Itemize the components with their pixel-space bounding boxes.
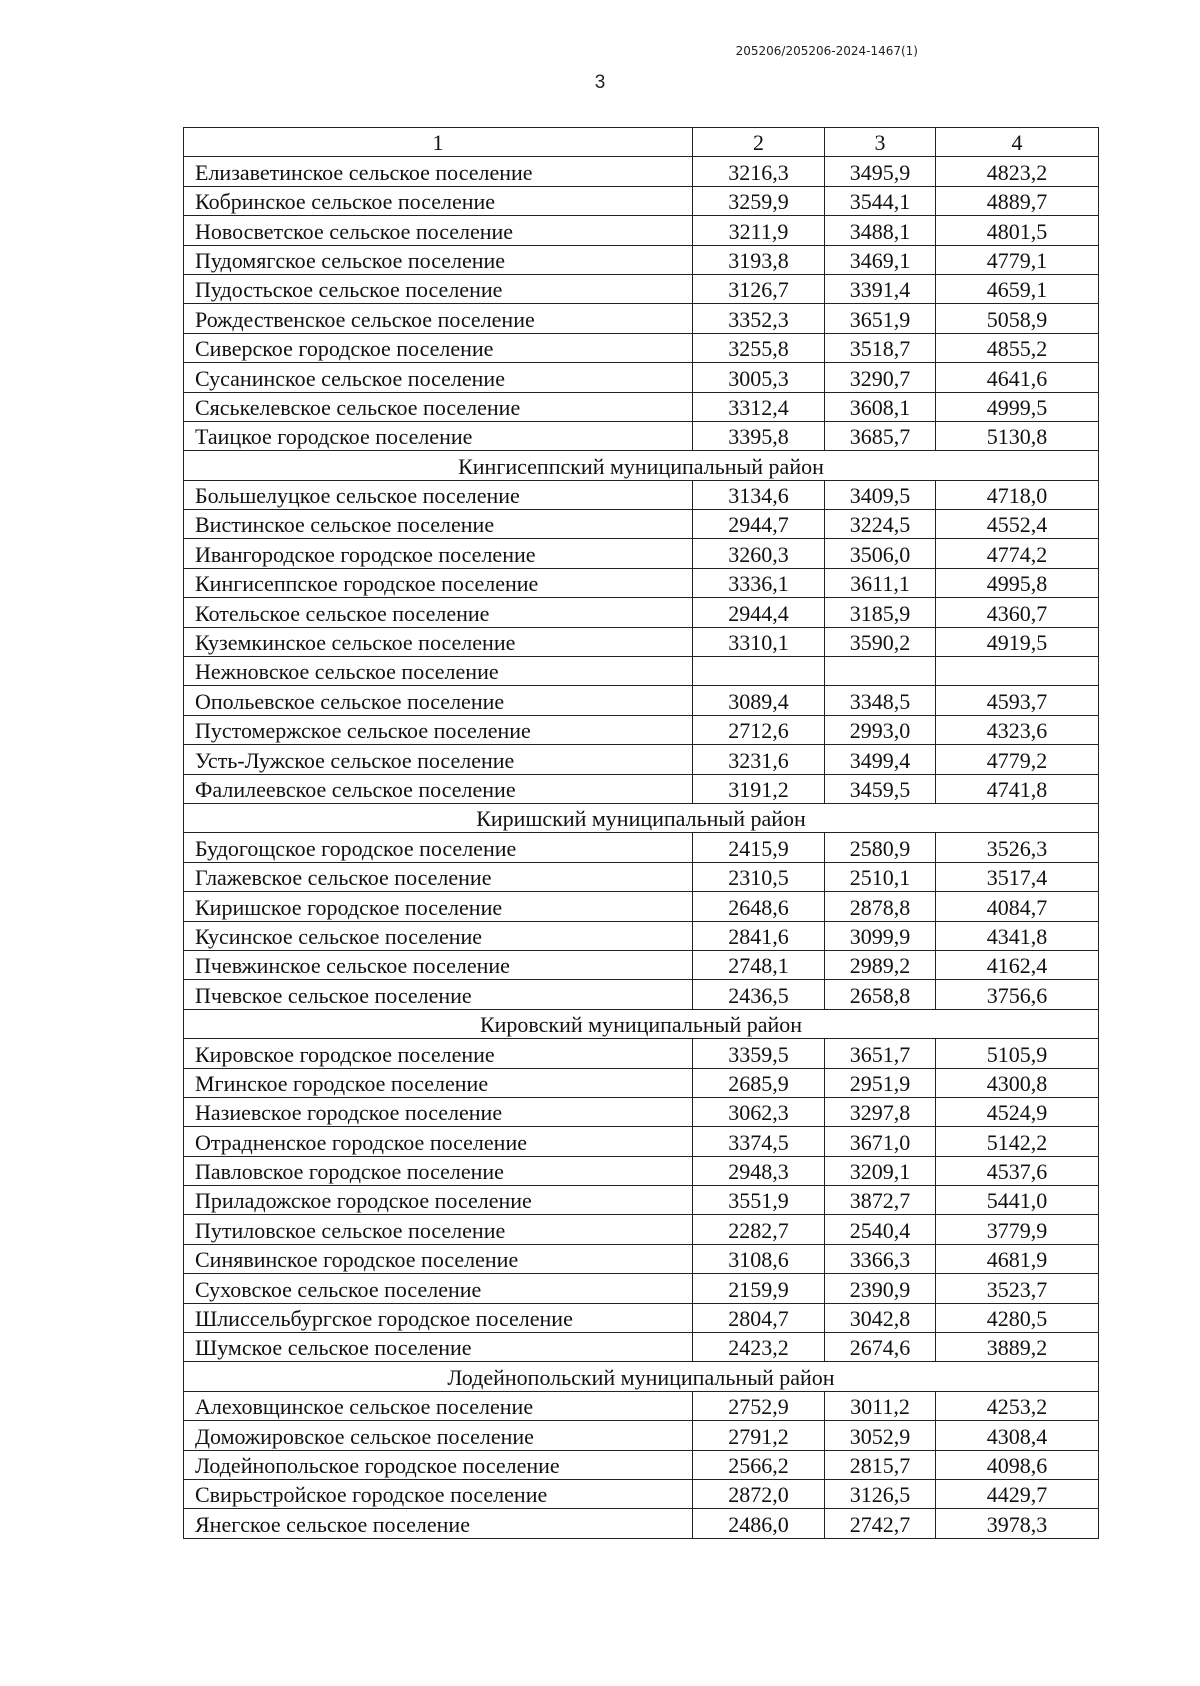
value-cell-col3: 3224,5 xyxy=(825,510,936,539)
settlement-name-cell: Елизаветинское сельское поселение xyxy=(184,157,693,186)
value-cell-col2: 3089,4 xyxy=(693,686,825,715)
table-row xyxy=(184,892,1099,921)
value-cell-col2: 3259,9 xyxy=(693,186,825,215)
value-cell-col4: 4537,6 xyxy=(936,1156,1099,1185)
settlement-name-cell: Отрадненское городское поселение xyxy=(184,1127,693,1156)
table-row xyxy=(184,1097,1099,1126)
value-cell-col3: 3290,7 xyxy=(825,363,936,392)
value-cell-col3: 2993,0 xyxy=(825,715,936,744)
table-row xyxy=(184,715,1099,744)
value-cell-col2: 3062,3 xyxy=(693,1097,825,1126)
section-title: Кировский муниципальный район xyxy=(184,1009,1099,1038)
table-row xyxy=(184,245,1099,274)
table-row xyxy=(184,1333,1099,1362)
table-row xyxy=(184,1303,1099,1332)
value-cell-col3: 3209,1 xyxy=(825,1156,936,1185)
settlement-name-cell: Шумское сельское поселение xyxy=(184,1333,693,1362)
value-cell-col4: 4681,9 xyxy=(936,1244,1099,1273)
value-cell-col2: 3134,6 xyxy=(693,480,825,509)
value-cell-col3: 3297,8 xyxy=(825,1097,936,1126)
value-cell-col4: 4659,1 xyxy=(936,274,1099,303)
value-cell-col2: 2804,7 xyxy=(693,1303,825,1332)
column-header-1: 1 xyxy=(184,128,693,157)
settlement-name-cell: Будогощское городское поселение xyxy=(184,833,693,862)
value-cell-col3: 3409,5 xyxy=(825,480,936,509)
value-cell-col2: 3005,3 xyxy=(693,363,825,392)
value-cell-col3: 3469,1 xyxy=(825,245,936,274)
value-cell-col3: 2540,4 xyxy=(825,1215,936,1244)
value-cell-col3: 3459,5 xyxy=(825,774,936,803)
table-header-row xyxy=(184,128,1099,157)
value-cell-col2: 3211,9 xyxy=(693,216,825,245)
value-cell-col2: 3312,4 xyxy=(693,392,825,421)
value-cell-col3: 3391,4 xyxy=(825,274,936,303)
value-cell-col3: 3052,9 xyxy=(825,1421,936,1450)
value-cell-col2: 3551,9 xyxy=(693,1186,825,1215)
settlement-name-cell: Опольевское сельское поселение xyxy=(184,686,693,715)
value-cell-col3: 3590,2 xyxy=(825,627,936,656)
value-cell-col4: 5142,2 xyxy=(936,1127,1099,1156)
settlement-name-cell: Глажевское сельское поселение xyxy=(184,862,693,891)
value-cell-col4: 4593,7 xyxy=(936,686,1099,715)
value-cell-col3: 3488,1 xyxy=(825,216,936,245)
value-cell-col4: 3756,6 xyxy=(936,980,1099,1009)
table-row xyxy=(184,686,1099,715)
value-cell-col2: 3374,5 xyxy=(693,1127,825,1156)
settlement-name-cell: Сиверское городское поселение xyxy=(184,333,693,362)
settlement-name-cell: Котельское сельское поселение xyxy=(184,598,693,627)
value-cell-col3: 3671,0 xyxy=(825,1127,936,1156)
value-cell-col4: 3523,7 xyxy=(936,1274,1099,1303)
value-cell-col2: 2841,6 xyxy=(693,921,825,950)
value-cell-col4: 4919,5 xyxy=(936,627,1099,656)
table-row xyxy=(184,157,1099,186)
value-cell-col4: 5105,9 xyxy=(936,1039,1099,1068)
table-row xyxy=(184,274,1099,303)
value-cell-col3: 3611,1 xyxy=(825,568,936,597)
table-row xyxy=(184,980,1099,1009)
value-cell-col4: 3978,3 xyxy=(936,1509,1099,1538)
settlement-name-cell: Суховское сельское поселение xyxy=(184,1274,693,1303)
table-row xyxy=(184,1479,1099,1508)
settlement-name-cell: Алеховщинское сельское поселение xyxy=(184,1391,693,1420)
settlement-name-cell: Нежновское сельское поселение xyxy=(184,657,693,686)
value-cell-col2: 2872,0 xyxy=(693,1479,825,1508)
settlement-name-cell: Мгинское городское поселение xyxy=(184,1068,693,1097)
value-cell-col3: 2510,1 xyxy=(825,862,936,891)
data-table xyxy=(183,127,1099,1539)
settlement-name-cell: Янегское сельское поселение xyxy=(184,1509,693,1538)
table-row xyxy=(184,480,1099,509)
value-cell-col2: 2712,6 xyxy=(693,715,825,744)
value-cell-col4: 4308,4 xyxy=(936,1421,1099,1450)
table-row xyxy=(184,1274,1099,1303)
table-row xyxy=(184,216,1099,245)
settlement-name-cell: Павловское городское поселение xyxy=(184,1156,693,1185)
table-row xyxy=(184,1244,1099,1273)
value-cell-col4: 5441,0 xyxy=(936,1186,1099,1215)
settlement-name-cell: Кобринское сельское поселение xyxy=(184,186,693,215)
settlement-name-cell: Приладожское городское поселение xyxy=(184,1186,693,1215)
value-cell-col4: 4823,2 xyxy=(936,157,1099,186)
value-cell-col3: 2390,9 xyxy=(825,1274,936,1303)
value-cell-col3: 3042,8 xyxy=(825,1303,936,1332)
table-row xyxy=(184,627,1099,656)
value-cell-col2: 2944,7 xyxy=(693,510,825,539)
table-row xyxy=(184,598,1099,627)
value-cell-col2: 3310,1 xyxy=(693,627,825,656)
value-cell-col3: 3185,9 xyxy=(825,598,936,627)
settlement-name-cell: Пудостьское сельское поселение xyxy=(184,274,693,303)
settlement-name-cell: Лодейнопольское городское поселение xyxy=(184,1450,693,1479)
value-cell-col2: 3359,5 xyxy=(693,1039,825,1068)
settlement-name-cell: Сусанинское сельское поселение xyxy=(184,363,693,392)
value-cell-col3: 3506,0 xyxy=(825,539,936,568)
value-cell-col3: 2742,7 xyxy=(825,1509,936,1538)
value-cell-col3: 3651,9 xyxy=(825,304,936,333)
value-cell-col3: 2580,9 xyxy=(825,833,936,862)
section-header-row xyxy=(184,1362,1099,1391)
table-row xyxy=(184,392,1099,421)
table-row xyxy=(184,1186,1099,1215)
table-row xyxy=(184,1068,1099,1097)
table-row xyxy=(184,921,1099,950)
value-cell-col2: 2791,2 xyxy=(693,1421,825,1450)
value-cell-col3: 3608,1 xyxy=(825,392,936,421)
table-row xyxy=(184,833,1099,862)
table-row xyxy=(184,568,1099,597)
settlement-name-cell: Пчевское сельское поселение xyxy=(184,980,693,1009)
table-row xyxy=(184,1421,1099,1450)
value-cell-col4: 4855,2 xyxy=(936,333,1099,362)
value-cell-col2: 3255,8 xyxy=(693,333,825,362)
value-cell-col4: 4995,8 xyxy=(936,568,1099,597)
value-cell-col4: 3526,3 xyxy=(936,833,1099,862)
settlement-name-cell: Свирьстройское городское поселение xyxy=(184,1479,693,1508)
value-cell-col4 xyxy=(936,657,1099,686)
value-cell-col4: 4429,7 xyxy=(936,1479,1099,1508)
value-cell-col4: 4280,5 xyxy=(936,1303,1099,1332)
table-row xyxy=(184,1156,1099,1185)
value-cell-col2: 2948,3 xyxy=(693,1156,825,1185)
value-cell-col4: 4552,4 xyxy=(936,510,1099,539)
value-cell-col3: 3126,5 xyxy=(825,1479,936,1508)
value-cell-col4: 3889,2 xyxy=(936,1333,1099,1362)
value-cell-col2: 3216,3 xyxy=(693,157,825,186)
value-cell-col3: 3518,7 xyxy=(825,333,936,362)
table-row xyxy=(184,657,1099,686)
value-cell-col4: 4360,7 xyxy=(936,598,1099,627)
table-row xyxy=(184,539,1099,568)
value-cell-col3: 2815,7 xyxy=(825,1450,936,1479)
value-cell-col4: 5130,8 xyxy=(936,421,1099,450)
value-cell-col2: 2486,0 xyxy=(693,1509,825,1538)
value-cell-col2: 3126,7 xyxy=(693,274,825,303)
value-cell-col3: 2674,6 xyxy=(825,1333,936,1362)
value-cell-col4: 4524,9 xyxy=(936,1097,1099,1126)
settlement-name-cell: Пудомягское сельское поселение xyxy=(184,245,693,274)
value-cell-col4: 4774,2 xyxy=(936,539,1099,568)
settlement-name-cell: Шлиссельбургское городское поселение xyxy=(184,1303,693,1332)
value-cell-col3: 3099,9 xyxy=(825,921,936,950)
value-cell-col4: 5058,9 xyxy=(936,304,1099,333)
value-cell-col2: 3231,6 xyxy=(693,745,825,774)
value-cell-col4: 4801,5 xyxy=(936,216,1099,245)
value-cell-col3: 3495,9 xyxy=(825,157,936,186)
value-cell-col4: 4779,1 xyxy=(936,245,1099,274)
settlement-name-cell: Большелуцкое сельское поселение xyxy=(184,480,693,509)
settlement-name-cell: Пчевжинское сельское поселение xyxy=(184,950,693,979)
table-row xyxy=(184,1450,1099,1479)
value-cell-col4: 4641,6 xyxy=(936,363,1099,392)
table-row xyxy=(184,774,1099,803)
section-header-row xyxy=(184,803,1099,832)
column-header-4: 4 xyxy=(936,128,1099,157)
settlement-name-cell: Фалилеевское сельское поселение xyxy=(184,774,693,803)
table-row xyxy=(184,421,1099,450)
section-title: Лодейнопольский муниципальный район xyxy=(184,1362,1099,1391)
value-cell-col2: 2159,9 xyxy=(693,1274,825,1303)
section-title: Кингисеппский муниципальный район xyxy=(184,451,1099,480)
value-cell-col3: 3872,7 xyxy=(825,1186,936,1215)
value-cell-col3: 2658,8 xyxy=(825,980,936,1009)
value-cell-col2: 2423,2 xyxy=(693,1333,825,1362)
value-cell-col2: 2415,9 xyxy=(693,833,825,862)
value-cell-col2: 3260,3 xyxy=(693,539,825,568)
value-cell-col2: 3336,1 xyxy=(693,568,825,597)
table-row xyxy=(184,186,1099,215)
table-row xyxy=(184,745,1099,774)
value-cell-col2: 2748,1 xyxy=(693,950,825,979)
section-header-row xyxy=(184,1009,1099,1038)
settlement-name-cell: Кингисеппское городское поселение xyxy=(184,568,693,597)
table-row xyxy=(184,1127,1099,1156)
value-cell-col3: 2951,9 xyxy=(825,1068,936,1097)
value-cell-col4: 4341,8 xyxy=(936,921,1099,950)
page-number: 3 xyxy=(594,72,606,93)
value-cell-col2: 3191,2 xyxy=(693,774,825,803)
table-row xyxy=(184,950,1099,979)
value-cell-col2: 2752,9 xyxy=(693,1391,825,1420)
value-cell-col4: 4300,8 xyxy=(936,1068,1099,1097)
value-cell-col3: 3348,5 xyxy=(825,686,936,715)
value-cell-col2: 3108,6 xyxy=(693,1244,825,1273)
value-cell-col2: 2648,6 xyxy=(693,892,825,921)
value-cell-col3: 2878,8 xyxy=(825,892,936,921)
value-cell-col3: 3651,7 xyxy=(825,1039,936,1068)
settlement-name-cell: Усть-Лужское сельское поселение xyxy=(184,745,693,774)
value-cell-col2: 2944,4 xyxy=(693,598,825,627)
settlement-name-cell: Кусинское сельское поселение xyxy=(184,921,693,950)
settlement-name-cell: Синявинское городское поселение xyxy=(184,1244,693,1273)
value-cell-col2: 3193,8 xyxy=(693,245,825,274)
settlement-name-cell: Вистинское сельское поселение xyxy=(184,510,693,539)
table-row xyxy=(184,363,1099,392)
value-cell-col2: 2436,5 xyxy=(693,980,825,1009)
section-title: Киришский муниципальный район xyxy=(184,803,1099,832)
value-cell-col4: 3517,4 xyxy=(936,862,1099,891)
section-header-row xyxy=(184,451,1099,480)
value-cell-col4: 4889,7 xyxy=(936,186,1099,215)
settlement-name-cell: Ивангородское городское поселение xyxy=(184,539,693,568)
value-cell-col4: 4253,2 xyxy=(936,1391,1099,1420)
value-cell-col3: 2989,2 xyxy=(825,950,936,979)
value-cell-col4: 4162,4 xyxy=(936,950,1099,979)
table-row xyxy=(184,1215,1099,1244)
table-row xyxy=(184,1039,1099,1068)
value-cell-col4: 4718,0 xyxy=(936,480,1099,509)
settlement-name-cell: Сяськелевское сельское поселение xyxy=(184,392,693,421)
value-cell-col4: 4779,2 xyxy=(936,745,1099,774)
column-header-3: 3 xyxy=(825,128,936,157)
settlement-name-cell: Назиевское городское поселение xyxy=(184,1097,693,1126)
column-header-2: 2 xyxy=(693,128,825,157)
table-row xyxy=(184,862,1099,891)
value-cell-col3: 3685,7 xyxy=(825,421,936,450)
value-cell-col3: 3011,2 xyxy=(825,1391,936,1420)
settlement-name-cell: Доможировское сельское поселение xyxy=(184,1421,693,1450)
settlement-name-cell: Пустомержское сельское поселение xyxy=(184,715,693,744)
value-cell-col2: 2282,7 xyxy=(693,1215,825,1244)
value-cell-col2 xyxy=(693,657,825,686)
settlement-name-cell: Кировское городское поселение xyxy=(184,1039,693,1068)
value-cell-col3 xyxy=(825,657,936,686)
value-cell-col2: 3395,8 xyxy=(693,421,825,450)
value-cell-col3: 3499,4 xyxy=(825,745,936,774)
value-cell-col3: 3544,1 xyxy=(825,186,936,215)
value-cell-col4: 4323,6 xyxy=(936,715,1099,744)
value-cell-col4: 4098,6 xyxy=(936,1450,1099,1479)
value-cell-col3: 3366,3 xyxy=(825,1244,936,1273)
document-code: 205206/205206-2024-1467(1) xyxy=(735,44,918,58)
value-cell-col4: 3779,9 xyxy=(936,1215,1099,1244)
table-row xyxy=(184,1391,1099,1420)
settlement-name-cell: Киришское городское поселение xyxy=(184,892,693,921)
settlement-name-cell: Новосветское сельское поселение xyxy=(184,216,693,245)
value-cell-col2: 2685,9 xyxy=(693,1068,825,1097)
table-row xyxy=(184,333,1099,362)
table-body xyxy=(184,157,1099,1538)
settlement-name-cell: Путиловское сельское поселение xyxy=(184,1215,693,1244)
settlement-name-cell: Рождественское сельское поселение xyxy=(184,304,693,333)
table-row xyxy=(184,304,1099,333)
settlement-name-cell: Куземкинское сельское поселение xyxy=(184,627,693,656)
settlement-name-cell: Таицкое городское поселение xyxy=(184,421,693,450)
value-cell-col2: 2566,2 xyxy=(693,1450,825,1479)
value-cell-col4: 4084,7 xyxy=(936,892,1099,921)
table-row xyxy=(184,1509,1099,1538)
value-cell-col4: 4999,5 xyxy=(936,392,1099,421)
value-cell-col2: 3352,3 xyxy=(693,304,825,333)
value-cell-col4: 4741,8 xyxy=(936,774,1099,803)
table-row xyxy=(184,510,1099,539)
value-cell-col2: 2310,5 xyxy=(693,862,825,891)
